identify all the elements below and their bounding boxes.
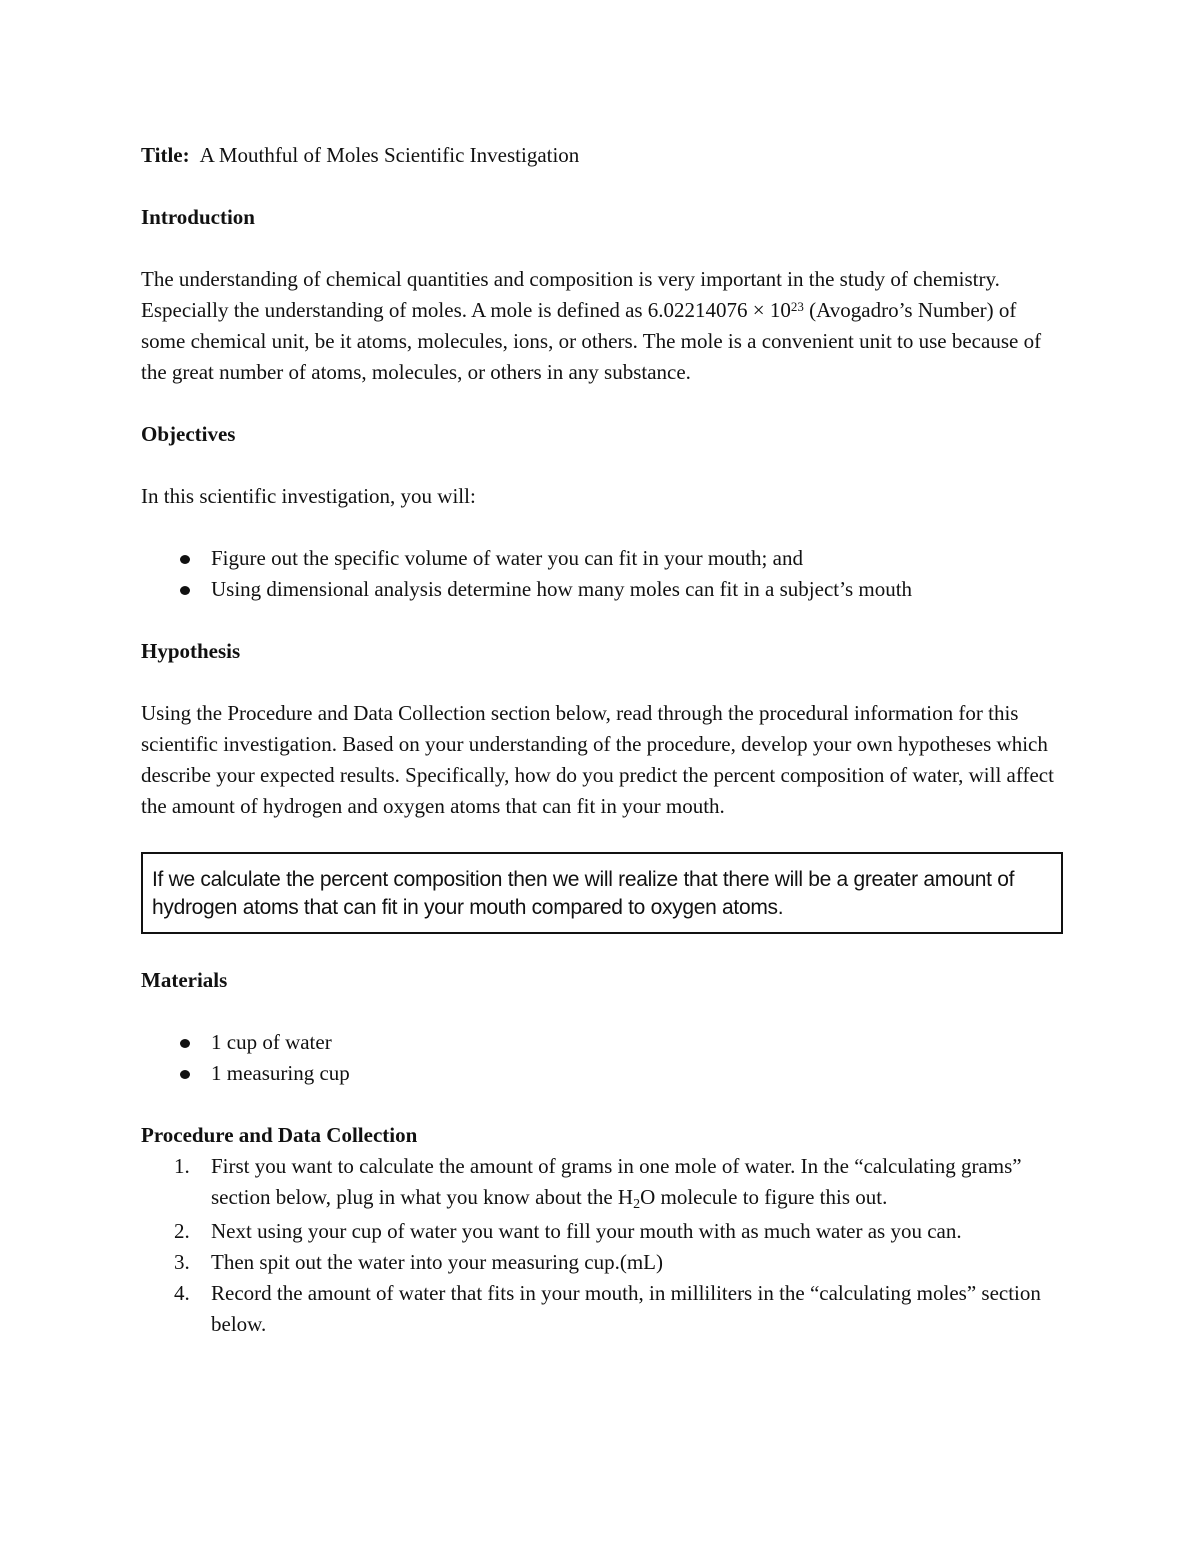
bullet-icon bbox=[180, 586, 190, 595]
materials-heading: Materials bbox=[141, 968, 228, 992]
hypothesis-answer: If we calculate the percent composition then we will realize that there will be a greater amount of hydrogen atoms that can fit in your mouth compared to oxygen atoms. bbox=[152, 868, 1015, 919]
list-item: Using dimensional analysis determine how many moles can fit in a subject’s mouth bbox=[141, 574, 1061, 605]
bullet-icon bbox=[180, 1070, 190, 1079]
hypothesis-answer-box[interactable] bbox=[141, 852, 1063, 934]
objectives-heading: Objectives bbox=[141, 422, 236, 446]
step-number: 4. bbox=[174, 1281, 190, 1305]
exponent: 23 bbox=[790, 299, 804, 314]
step-number: 2. bbox=[174, 1219, 190, 1243]
list-item: 1 measuring cup bbox=[141, 1058, 1061, 1089]
list-item: 4. Record the amount of water that fits in your mouth, in milliliters in the “calculating moles” section below. bbox=[141, 1278, 1061, 1340]
page-title: A Mouthful of Moles Scientific Investigation bbox=[199, 143, 580, 167]
materials-list bbox=[141, 1027, 1061, 1089]
objectives-list bbox=[141, 543, 1061, 605]
objectives-intro: In this scientific investigation, you will: bbox=[141, 484, 476, 508]
subscript: 2 bbox=[633, 1197, 641, 1212]
list-item: 1. First you want to calculate the amount of grams in one mole of water. In the “calculating grams” section below, plug in what you know about the H2O molecule to figure this out. bbox=[141, 1151, 1061, 1216]
bullet-icon bbox=[180, 555, 190, 564]
introduction-text-start: The understanding of chemical quantities and composition is very important in the study of chemistry. Especially the understanding of moles. A mole is defined as 6.02214076 × 10 bbox=[141, 267, 1000, 322]
hypothesis-prompt: Using the Procedure and Data Collection section below, read through the procedural information for this scientific investigation. Based on your understanding of the procedure, develop your own hypotheses which describe your expected results. Specifically, how do you predict the percent composition of water, will affect the amount of hydrogen and oxygen atoms that can fit in your mouth. bbox=[141, 701, 1054, 818]
procedure-list bbox=[141, 1151, 1061, 1340]
introduction-paragraph bbox=[141, 264, 1061, 388]
document-page bbox=[141, 140, 1061, 1340]
step-number: 3. bbox=[174, 1250, 190, 1274]
introduction-heading: Introduction bbox=[141, 205, 255, 229]
step-number: 1. bbox=[174, 1154, 190, 1178]
introduction-text-end: (Avogadro’s Number) of some chemical unit, be it atoms, molecules, ions, or others. The mole is a convenient unit to use because of the great number of atoms, molecules, or others in any substance. bbox=[141, 298, 1042, 384]
hypothesis-heading: Hypothesis bbox=[141, 639, 241, 663]
bullet-icon bbox=[180, 1039, 190, 1048]
list-item: 2. Next using your cup of water you want to fill your mouth with as much water as you can. bbox=[141, 1216, 1061, 1247]
title-label: Title: bbox=[141, 143, 190, 167]
title-line bbox=[141, 140, 1061, 171]
list-item: 3. Then spit out the water into your measuring cup.(mL) bbox=[141, 1247, 1061, 1278]
list-item: Figure out the specific volume of water you can fit in your mouth; and bbox=[141, 543, 1061, 574]
procedure-heading: Procedure and Data Collection bbox=[141, 1123, 418, 1147]
list-item: 1 cup of water bbox=[141, 1027, 1061, 1058]
